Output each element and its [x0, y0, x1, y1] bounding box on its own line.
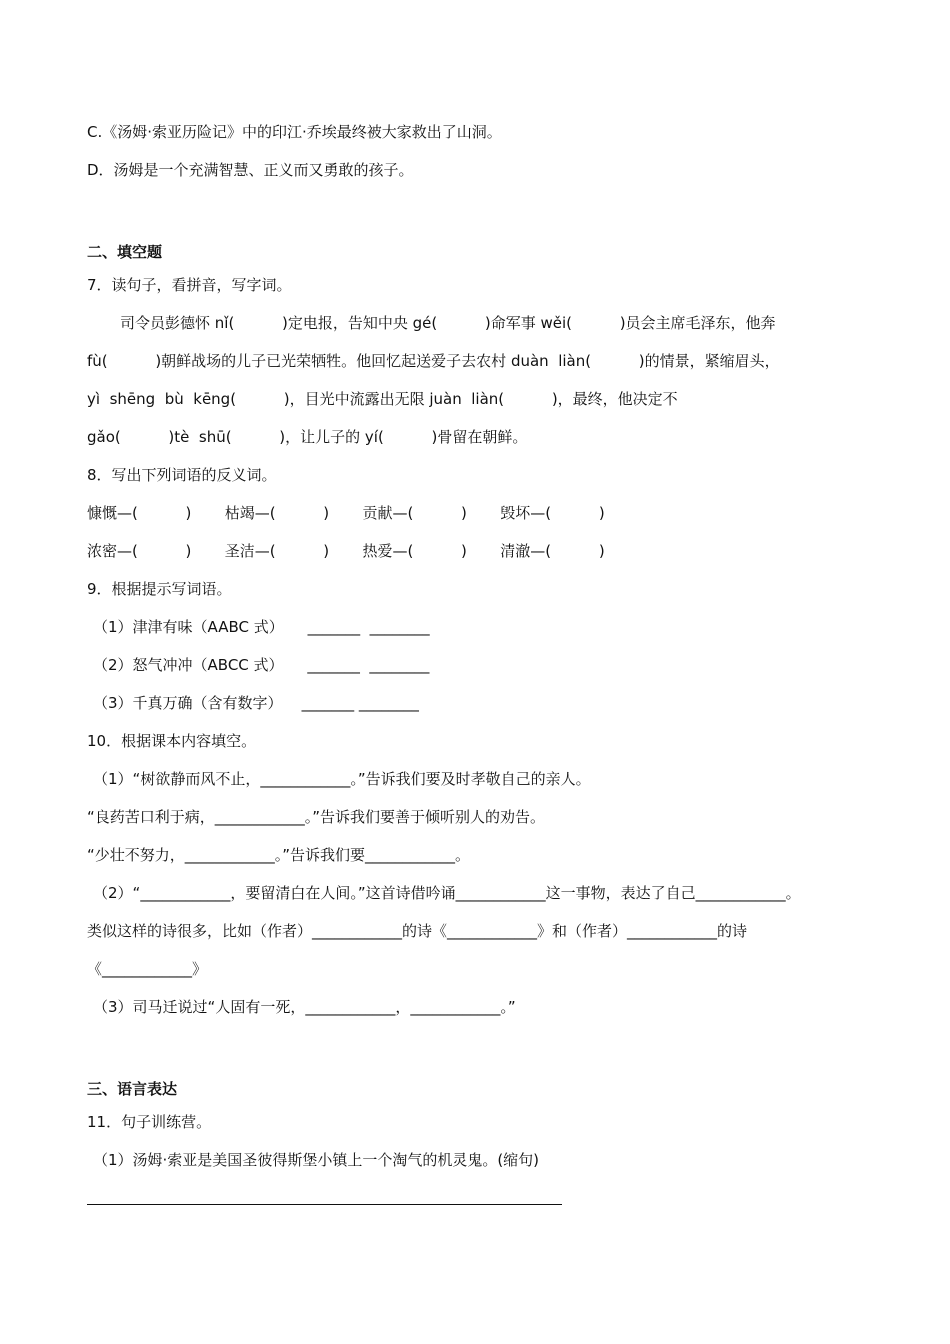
q11-prompt: 11．句子训练营。 — [87, 1113, 212, 1131]
q7-line2: fù( )朝鲜战场的儿子已光荣牺牲。他回忆起送爱子去农村 duàn liàn( )的情景，紧缩眉头， — [87, 352, 780, 370]
q10-line4: （2）“____________，要留清白在人间。”这首诗借吟诵____________这一事物，表达了自己____________。 — [93, 884, 801, 902]
q9-item3: （3）千真万确（含有数字） _______ ________ — [93, 694, 419, 712]
answer-line — [87, 1204, 562, 1205]
q10-line3: “少壮不努力，____________。”告诉我们要____________。 — [87, 846, 471, 864]
q10-prompt: 10．根据课本内容填空。 — [87, 732, 257, 750]
q7-line1: 司令员彭德怀 nǐ( )定电报，告知中央 gé( )命军事 wěi( )员会主席毛泽东，他奔 — [120, 314, 776, 332]
q11-item1: （1）汤姆·索亚是美国圣彼得斯堡小镇上一个淘气的机灵鬼。(缩句) — [93, 1151, 540, 1169]
q7-prompt: 7．读句子，看拼音，写字词。 — [87, 276, 292, 294]
section3-heading: 三、语言表达 — [87, 1080, 178, 1098]
q10-line5: 类似这样的诗很多，比如（作者）____________的诗《____________》和（作者）____________的诗 — [87, 922, 748, 940]
q9-prompt: 9．根据提示写词语。 — [87, 580, 232, 598]
question6-option-d: D．汤姆是一个充满智慧、正义而又勇敢的孩子。 — [87, 161, 414, 179]
q8-prompt: 8．写出下列词语的反义词。 — [87, 466, 277, 484]
question6-option-c: C.《汤姆·索亚历险记》中的印江·乔埃最终被大家救出了山洞。 — [87, 123, 502, 141]
q10-line2: “良药苦口利于病，____________。”告诉我们要善于倾听别人的劝告。 — [87, 808, 546, 826]
q8-row2: 浓密—( ) 圣洁—( ) 热爱—( ) 清澈—( ) — [87, 542, 605, 560]
section2-heading: 二、填空题 — [87, 243, 163, 261]
q10-line1: （1）“树欲静而风不止，____________。”告诉我们要及时孝敬自己的亲人。 — [93, 770, 591, 788]
q10-line7: （3）司马迁说过“人固有一死，____________，____________。” — [93, 998, 516, 1016]
q9-item2: （2）怒气冲冲（ABCC 式） _______ ________ — [93, 656, 430, 674]
q9-item1: （1）津津有味（AABC 式） _______ ________ — [93, 618, 430, 636]
q7-line4: gǎo( )tè shū( )，让儿子的 yí( )骨留在朝鲜。 — [87, 428, 528, 446]
q10-line6: 《____________》 — [87, 960, 208, 978]
q7-line3: yì shēng bù kēng( )，目光中流露出无限 juàn liàn( )，最终，他决定不 — [87, 390, 678, 408]
q8-row1: 慷慨—( ) 枯竭—( ) 贡献—( ) 毁坏—( ) — [87, 504, 605, 522]
